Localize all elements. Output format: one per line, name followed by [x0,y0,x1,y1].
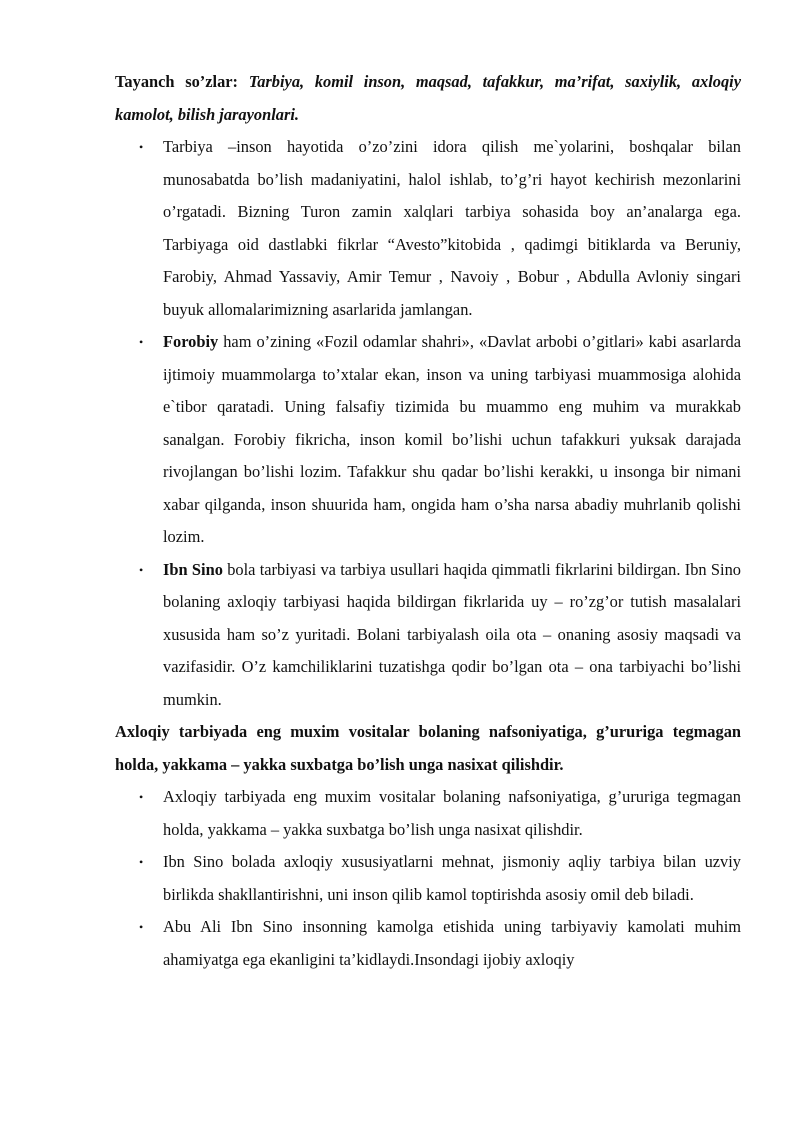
list-item-text: bola tarbiyasi va tarbiya usullari haqida qimmatli fikrlarini bildirgan. Ibn Sino bolaning axloqiy tarbiyasi haqida bildirgan fikrlarida uy – ro’zg’or tutish masalalari xususida ham so’z yuritadi. Bolani tarbiyalash oila ota – onaning asosiy maqsadi va vazifasidir. O’z kamchiliklarini tuzatishga qodir bo’lgan ota – ona tarbiyachi bo’lishi mumkin. [163,559,741,709]
list-item-text: Tarbiya –inson hayotida o’zo’zini idora qilish me`yolarini, boshqalar bilan munosabatda bo’lish madaniyatini, halol ishlab, to’g’ri hayot kechirish mezonlarini o’rgatadi. Bizning Turon zamin xalqlari tarbiya sohasida boy an’analarga ega. Tarbiyaga oid dastlabki fikrlar “Avesto”kitobida , qadimgi bitiklarda va Beruniy, Farobiy, Ahmad Yassaviy, Amir Temur , Navoiy , Bobur , Abdulla Avloniy singari buyuk allomalarimizning asarlarida jamlangan. [163,137,741,319]
list-item [115,554,741,717]
list-item-text: ham o’zining «Fozil odamlar shahri», «Davlat arbobi o’gitlari» kabi asarlarda ijtimoiy muammolarga to’xtalar ekan, inson va uning tarbiyasi muammosiga alohida e`tibor qaratadi. Uning falsafiy tizimida bu muammo eng muhim va murakkab sanalgan. Forobiy fikricha, inson komil bo’lishi uchun tafakkuri yuksak darajada rivojlangan bo’lishi lozim. Tafakkur shu qadar bo’lishi kerakki, u insonga bir nimani xabar qilganda, inson shuurida ham, ongida ham o’sha narsa abadiy muhrlanib qolishi lozim. [163,332,741,546]
document-page [115,66,741,976]
list-item [115,781,741,846]
keywords-paragraph [115,66,741,131]
bullet-list-1 [115,131,741,716]
keywords-label: Tayanch so’zlar: [115,72,239,91]
list-item-text: Ibn Sino bolada axloqiy xususiyatlarni mehnat, jismoniy aqliy tarbiya bilan uzviy birlikda shakllantirishni, uni inson qilib kamol toptirishda asosiy omil deb biladi. [163,852,741,904]
list-item [115,846,741,911]
section-heading: Axloqiy tarbiyada eng muxim vositalar bolaning nafsoniyatiga, g’ururiga tegmagan holda, yakkama – yakka suxbatga bo’lish unga nasixat qilishdir. [115,722,741,774]
list-item [115,326,741,554]
list-item [115,911,741,976]
bullet-icon: • [139,920,144,934]
bullet-icon: • [139,790,144,804]
list-item [115,131,741,326]
list-item-text: Axloqiy tarbiyada eng muxim vositalar bolaning nafsoniyatiga, g’ururiga tegmagan holda, yakkama – yakka suxbatga bo’lish unga nasixat qilishdir. [163,787,741,839]
bullet-icon: • [139,140,144,154]
list-item-lead: Ibn Sino [163,559,223,579]
bullet-icon: • [139,855,144,869]
keywords-terms: Tarbiya, komil inson, maqsad, tafakkur, ma’rifat, saxiylik, axloqiy kamolot, bilish jarayonlari. [115,72,741,124]
list-item-lead: Forobiy [163,332,219,351]
bullet-icon: • [139,335,144,349]
list-item-text: Abu Ali Ibn Sino insonning kamolga etishida uning tarbiyaviy kamolati muhim ahamiyatga ega ekanligini ta’kidlaydi.Insondagi ijobiy axloqiy [163,917,741,969]
bullet-icon: • [139,562,144,577]
bullet-list-2 [115,781,741,976]
